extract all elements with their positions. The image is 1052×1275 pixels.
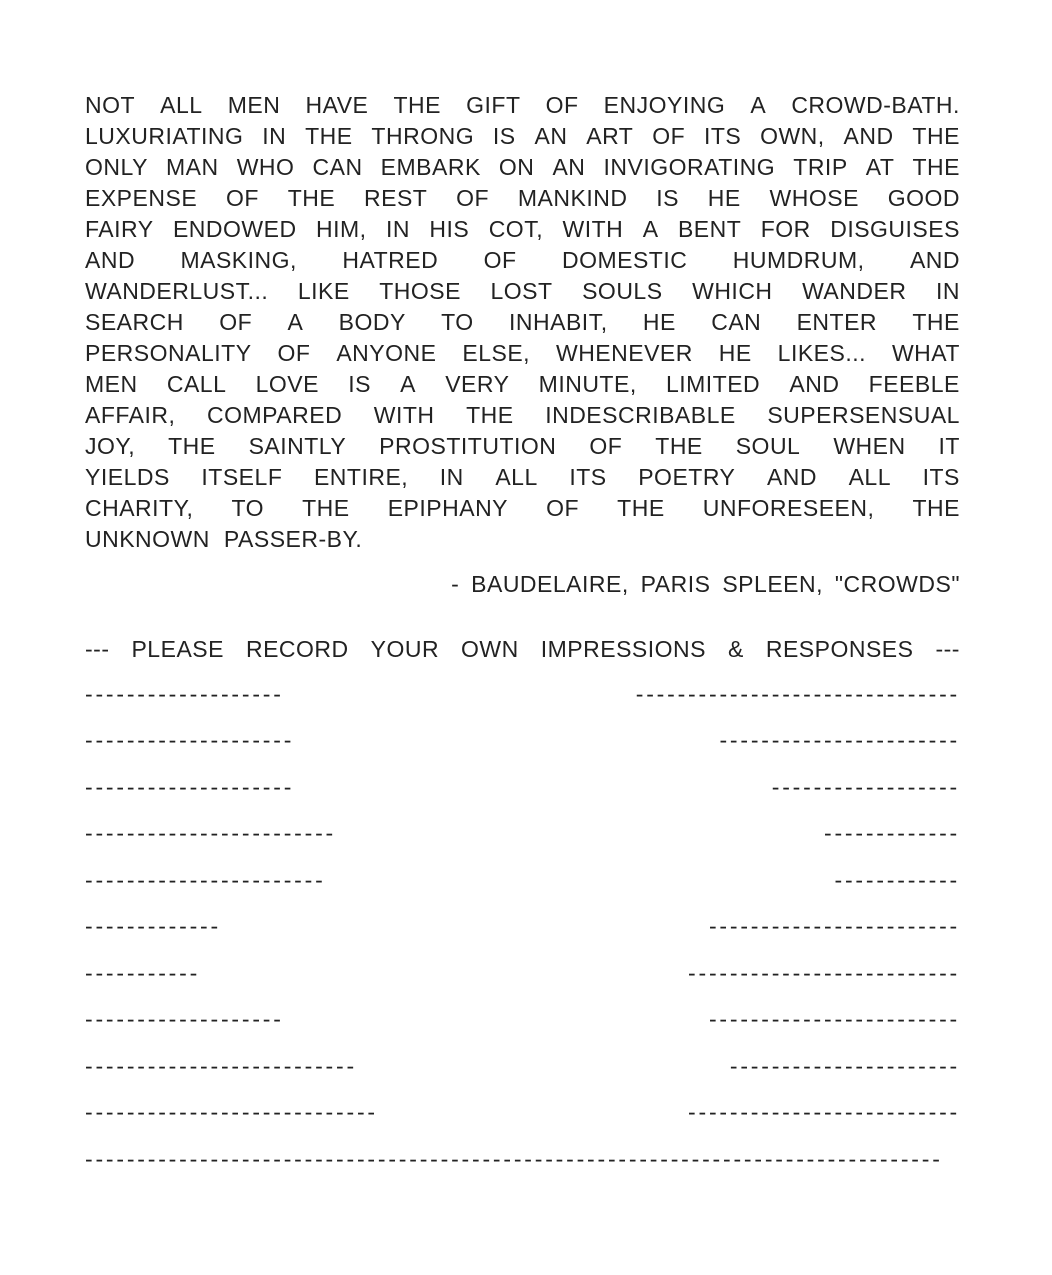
prompt-word: RECORD xyxy=(245,636,349,662)
prompt-word: & xyxy=(728,636,744,662)
quote-word: SOUL xyxy=(735,433,801,459)
quote-word: HE xyxy=(707,185,741,211)
response-blank-full: ---------------------------------------------------------------------------------- xyxy=(85,1145,943,1172)
quote-word: MINUTE, xyxy=(538,371,637,397)
quote-word: ENJOYING xyxy=(603,92,726,118)
quote-word: ALL xyxy=(495,464,538,490)
response-lines-section xyxy=(85,671,960,1183)
quote-word: NOT xyxy=(85,92,136,118)
quote-word: GOOD xyxy=(887,185,960,211)
response-blank-right: -------------------------- xyxy=(688,959,960,986)
quote-word: A xyxy=(642,216,659,242)
quote-word: HE xyxy=(642,309,676,335)
quote-word: WITH xyxy=(562,216,624,242)
quote-word: IN xyxy=(386,216,410,242)
quote-word: ELSE, xyxy=(462,340,531,366)
prompt-word: OWN xyxy=(461,636,519,662)
quote-word: LIKE xyxy=(297,278,350,304)
quote-word: PERSONALITY xyxy=(85,340,252,366)
quote-word: HATRED xyxy=(342,247,439,273)
response-blank-right: ------------ xyxy=(834,866,960,893)
response-row xyxy=(85,811,960,858)
quote-word: ITS xyxy=(569,464,607,490)
response-blank-right: ------------------ xyxy=(771,773,960,800)
quote-word: UNFORESEEN, xyxy=(702,495,875,521)
quote-line xyxy=(85,462,960,493)
response-blank-right: ------------------------ xyxy=(708,1006,960,1033)
quote-word: IN xyxy=(935,278,960,304)
response-row xyxy=(85,857,960,904)
quote-word: ONLY xyxy=(85,154,148,180)
quote-word: ANYONE xyxy=(336,340,437,366)
quote-word: THE xyxy=(912,309,960,335)
quote-line xyxy=(85,369,960,400)
quote-word: OF xyxy=(219,309,253,335)
quote-line xyxy=(85,214,960,245)
quote-word: HIM, xyxy=(316,216,367,242)
quote-word: OF xyxy=(589,433,623,459)
quote-word: FAIRY xyxy=(85,216,154,242)
quote-word: SAINTLY xyxy=(248,433,347,459)
response-row xyxy=(85,671,960,718)
quote-word: A xyxy=(400,371,416,397)
response-blank-left: -------------------------- xyxy=(85,1052,357,1079)
quote-word: THE xyxy=(302,495,350,521)
quote-word: A xyxy=(750,92,767,118)
response-row xyxy=(85,718,960,765)
quote-word: ON xyxy=(498,154,535,180)
quote-word: LIMITED xyxy=(665,371,761,397)
quote-word: OF xyxy=(225,185,259,211)
response-blank-left: ----------- xyxy=(85,959,201,986)
quote-word: TRIP xyxy=(793,154,848,180)
quote-line xyxy=(85,245,960,276)
response-row xyxy=(85,1090,960,1137)
quote-word: THE xyxy=(393,92,441,118)
quote-word: ENDOWED xyxy=(172,216,297,242)
quote-word: WHOSE xyxy=(769,185,859,211)
quote-word: ALL xyxy=(848,464,892,490)
quote-word: SUPERSENSUAL xyxy=(767,402,960,428)
quote-word: ENTIRE, xyxy=(313,464,409,490)
quote-word: HIS xyxy=(429,216,470,242)
quote-word: MEN xyxy=(85,371,138,397)
quote-word: AN xyxy=(552,154,586,180)
quote-word: OWN, xyxy=(760,123,825,149)
response-row xyxy=(85,764,960,811)
quote-line xyxy=(85,431,960,462)
response-blank-left: -------------------- xyxy=(85,727,295,754)
quote-word: CALL xyxy=(166,371,227,397)
quote-word: EMBARK xyxy=(380,154,481,180)
quote-word: CROWD-BATH. xyxy=(791,92,960,118)
quote-word: EXPENSE xyxy=(85,185,198,211)
quote-word: FEEBLE xyxy=(868,371,960,397)
quote-word: WHEN xyxy=(833,433,906,459)
quote-word: IS xyxy=(656,185,679,211)
prompt-word: --- xyxy=(85,636,110,662)
quote-word: IN xyxy=(262,123,287,149)
quote-word: WITH xyxy=(373,402,435,428)
quote-word: THE xyxy=(617,495,665,521)
quote-word: AND xyxy=(85,247,136,273)
quote-word: WHENEVER xyxy=(555,340,693,366)
response-blank-left: ------------------------ xyxy=(85,820,337,847)
quote-word: OF xyxy=(277,340,311,366)
quote-word: HE xyxy=(718,340,752,366)
quote-line xyxy=(85,493,960,524)
quote-word: INDESCRIBABLE xyxy=(545,402,736,428)
quote-word: DISGUISES xyxy=(830,216,960,242)
quote-word: WANDER xyxy=(802,278,907,304)
quote-word: AN xyxy=(534,123,568,149)
quote-word: ART xyxy=(586,123,634,149)
quote-line xyxy=(85,400,960,431)
quote-word: AT xyxy=(865,154,895,180)
quote-word: THE xyxy=(466,402,514,428)
response-blank-left: ------------------- xyxy=(85,1006,284,1033)
response-row xyxy=(85,950,960,997)
quote-word: IN xyxy=(439,464,464,490)
quote-line xyxy=(85,307,960,338)
response-blank-right: ------------- xyxy=(824,820,960,847)
quote-word: MEN xyxy=(227,92,281,118)
quote-word: CHARITY, xyxy=(85,495,194,521)
quote-word: LOVE xyxy=(255,371,319,397)
quote-word: VERY xyxy=(445,371,510,397)
quote-word: ENTER xyxy=(796,309,878,335)
quote-word: WHO xyxy=(236,154,295,180)
quote-word: IS xyxy=(348,371,371,397)
prompt-word: PLEASE xyxy=(131,636,224,662)
quote-line xyxy=(85,152,960,183)
quote-word: OF xyxy=(483,247,517,273)
response-row xyxy=(85,904,960,951)
response-blank-right: ---------------------- xyxy=(729,1052,960,1079)
quote-word: OF xyxy=(545,92,579,118)
quote-word: SOULS xyxy=(582,278,663,304)
quote-word: IT xyxy=(938,433,960,459)
quote-word: BENT xyxy=(677,216,742,242)
response-blank-right: ----------------------- xyxy=(719,727,960,754)
response-row xyxy=(85,997,960,1044)
quote-word: YIELDS xyxy=(85,464,170,490)
quote-word: OF xyxy=(546,495,580,521)
response-blank-right: ------------------------------- xyxy=(635,680,960,707)
quote-word: MANKIND xyxy=(517,185,628,211)
quote-word: WHAT xyxy=(891,340,960,366)
quote-word: LIKES... xyxy=(777,340,867,366)
quote-word: HUMDRUM, xyxy=(732,247,865,273)
quote-word: WANDERLUST... xyxy=(85,278,269,304)
quote-word: AND xyxy=(909,247,960,273)
quote-word: THOSE xyxy=(379,278,461,304)
quote-word: EPIPHANY xyxy=(387,495,509,521)
quote-word: CAN xyxy=(711,309,762,335)
quote-word: THE xyxy=(912,495,960,521)
quote-word: FOR xyxy=(760,216,811,242)
response-blank-left: ----------------------- xyxy=(85,866,326,893)
quote-word: DOMESTIC xyxy=(561,247,688,273)
quote-line xyxy=(85,338,960,369)
quote-line xyxy=(85,276,960,307)
quote-word: THE xyxy=(912,123,960,149)
quote-word: PASSER-BY. xyxy=(223,526,363,552)
quote-word: AND xyxy=(766,464,818,490)
quote-word: PROSTITUTION xyxy=(379,433,557,459)
quote-word: INVIGORATING xyxy=(603,154,776,180)
quote-word: INHABIT, xyxy=(509,309,608,335)
quote-word: ITS xyxy=(703,123,742,149)
quote-word: AFFAIR, xyxy=(85,402,176,428)
quote-word: TO xyxy=(441,309,474,335)
quote-word: GIFT xyxy=(466,92,521,118)
quote-word: AND xyxy=(789,371,840,397)
response-row xyxy=(85,1043,960,1090)
quote-word: THRONG xyxy=(371,123,475,149)
quote-word: MAN xyxy=(166,154,219,180)
quote-word: JOY, xyxy=(85,433,136,459)
quote-line xyxy=(85,524,960,555)
quote-word: TO xyxy=(231,495,265,521)
quote-word: THE xyxy=(287,185,336,211)
quote-word: ITSELF xyxy=(201,464,283,490)
quote-word: A xyxy=(287,309,304,335)
quote-word: MASKING, xyxy=(180,247,297,273)
prompt-word: YOUR xyxy=(370,636,440,662)
response-blank-left: ------------------- xyxy=(85,680,284,707)
quote-word: REST xyxy=(364,185,428,211)
response-blank-left: ------------- xyxy=(85,913,221,940)
quote-line xyxy=(85,90,960,121)
quote-word: UNKNOWN xyxy=(85,526,210,552)
quote-line xyxy=(85,121,960,152)
response-blank-right: -------------------------- xyxy=(688,1099,960,1126)
quote-line xyxy=(85,183,960,214)
prompt-word: --- xyxy=(935,636,960,662)
response-blank-left: ---------------------------- xyxy=(85,1099,378,1126)
quote-word: LOST xyxy=(490,278,553,304)
quote-word: OF xyxy=(652,123,686,149)
quote-word: IS xyxy=(492,123,516,149)
quote-word: SEARCH xyxy=(85,309,184,335)
quote-word: LUXURIATING xyxy=(85,123,244,149)
quote-word: CAN xyxy=(312,154,363,180)
quote-word: COMPARED xyxy=(206,402,343,428)
response-prompt xyxy=(85,634,960,665)
prompt-word: RESPONSES xyxy=(765,636,914,662)
quote-word: THE xyxy=(168,433,216,459)
response-blank-right: ------------------------ xyxy=(708,913,960,940)
quote-word: COT, xyxy=(488,216,544,242)
prompt-word: IMPRESSIONS xyxy=(540,636,707,662)
quote-block xyxy=(85,90,960,555)
quote-word: ALL xyxy=(160,92,203,118)
quote-word: POETRY xyxy=(638,464,736,490)
quote-word: OF xyxy=(456,185,490,211)
quote-attribution: - BAUDELAIRE, PARIS SPLEEN, "CROWDS" xyxy=(451,571,960,597)
quote-word: BODY xyxy=(338,309,406,335)
quote-word: THE xyxy=(655,433,703,459)
quote-word: ITS xyxy=(922,464,960,490)
quote-word: THE xyxy=(912,154,960,180)
quote-word: THE xyxy=(305,123,353,149)
response-row-full-width xyxy=(85,1136,960,1183)
quote-word: WHICH xyxy=(692,278,773,304)
quote-word: AND xyxy=(843,123,894,149)
quote-word: HAVE xyxy=(305,92,369,118)
response-blank-left: -------------------- xyxy=(85,773,295,800)
